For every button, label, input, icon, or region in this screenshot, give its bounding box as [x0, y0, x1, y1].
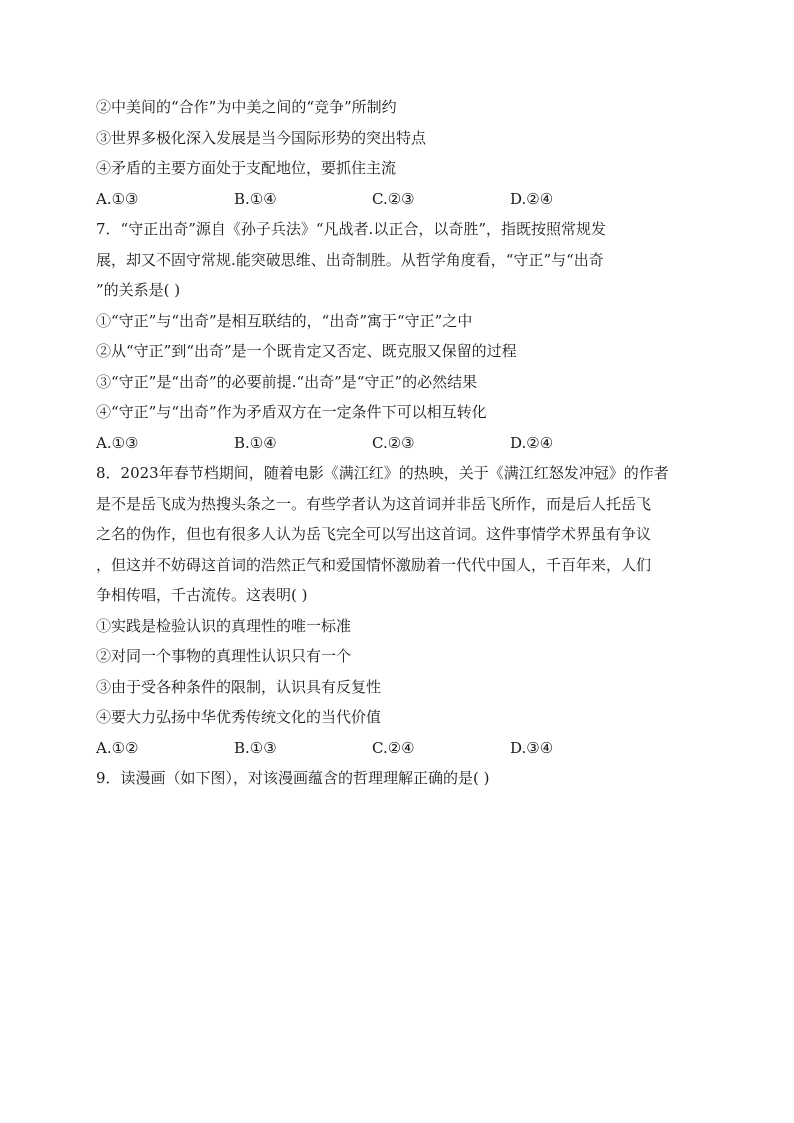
option-c: C.②③ — [372, 189, 415, 208]
q8-item-3: ③由于受各种条件的限制，认识具有反复性 — [96, 677, 382, 696]
q8-item-1: ①实践是检验认识的真理性的唯一标准 — [96, 616, 352, 635]
q7-stem-line-1: 7．“守正出奇”源自《孙子兵法》“凡战者.以正合，以奇胜”，指既按照常规发 — [96, 220, 606, 238]
option-d: D.②④ — [510, 189, 554, 208]
q9-stem: 9．读漫画（如下图），对该漫画蕴含的哲理理解正确的是( ) — [96, 769, 490, 787]
q7-item-2: ②从“守正”到“出奇”是一个既肯定又否定、既克服又保留的过程 — [96, 342, 517, 360]
option-b: B.①③ — [234, 738, 277, 757]
option-b: B.①④ — [234, 433, 277, 452]
option-d: D.③④ — [510, 738, 554, 757]
option-c: C.②③ — [372, 433, 415, 452]
exam-page — [96, 92, 708, 794]
q7-stem-line-3: ”的关系是( ) — [96, 281, 181, 299]
option-a: A.①② — [96, 738, 139, 757]
option-a: A.①③ — [96, 433, 139, 452]
q7-stem-line-2: 展，却又不固守常规.能突破思维、出奇制胜。从哲学角度看，“守正”与“出奇 — [96, 250, 604, 269]
question-8 — [96, 458, 708, 763]
prev-item-2: ②中美间的“合作”为中美之间的“竞争”所制约 — [96, 98, 397, 116]
prev-item-4: ④矛盾的主要方面处于支配地位，要抓住主流 — [96, 159, 397, 177]
option-a: A.①③ — [96, 189, 139, 208]
q7-item-3: ③“守正”是“出奇”的必要前提.“出奇”是“守正”的必然结果 — [96, 372, 478, 391]
option-d: D.②④ — [510, 433, 554, 452]
q8-item-2: ②对同一个事物的真理性认识只有一个 — [96, 647, 352, 665]
prev-question-items — [96, 92, 708, 184]
q8-item-4: ④要大力弘扬中华优秀传统文化的当代价值 — [96, 708, 382, 726]
q8-stem-line-3: 之名的伪作，但也有很多人认为岳飞完全可以写出这首词。这件事情学术界虽有争议 — [96, 525, 652, 543]
question-7 — [96, 214, 708, 458]
q8-stem-line-4: ，但这并不妨碍这首词的浩然正气和爱国情怀激励着一代代中国人，千百年来，人们 — [96, 555, 652, 574]
q7-item-1: ①“守正”与“出奇”是相互联结的，“出奇”寓于“守正”之中 — [96, 311, 473, 330]
q7-options — [96, 428, 708, 459]
q8-stem-line-2: 是不是岳飞成为热搜头条之一。有些学者认为这首词并非岳飞所作，而是后人托岳飞 — [96, 494, 652, 513]
q8-stem-line-5: 争相传唱，千古流传。这表明( ) — [96, 586, 308, 604]
prev-item-3: ③世界多极化深入发展是当今国际形势的突出特点 — [96, 128, 427, 147]
question-9 — [96, 763, 708, 794]
q8-stem-line-1: 8．2023年春节档期间，随着电影《满江红》的热映，关于《满江红怒发冲冠》的作者 — [96, 464, 669, 482]
option-c: C.②④ — [372, 738, 415, 757]
option-b: B.①④ — [234, 189, 277, 208]
prev-question-options — [96, 184, 708, 215]
q7-item-4: ④“守正”与“出奇”作为矛盾双方在一定条件下可以相互转化 — [96, 403, 487, 421]
q8-options — [96, 733, 708, 764]
